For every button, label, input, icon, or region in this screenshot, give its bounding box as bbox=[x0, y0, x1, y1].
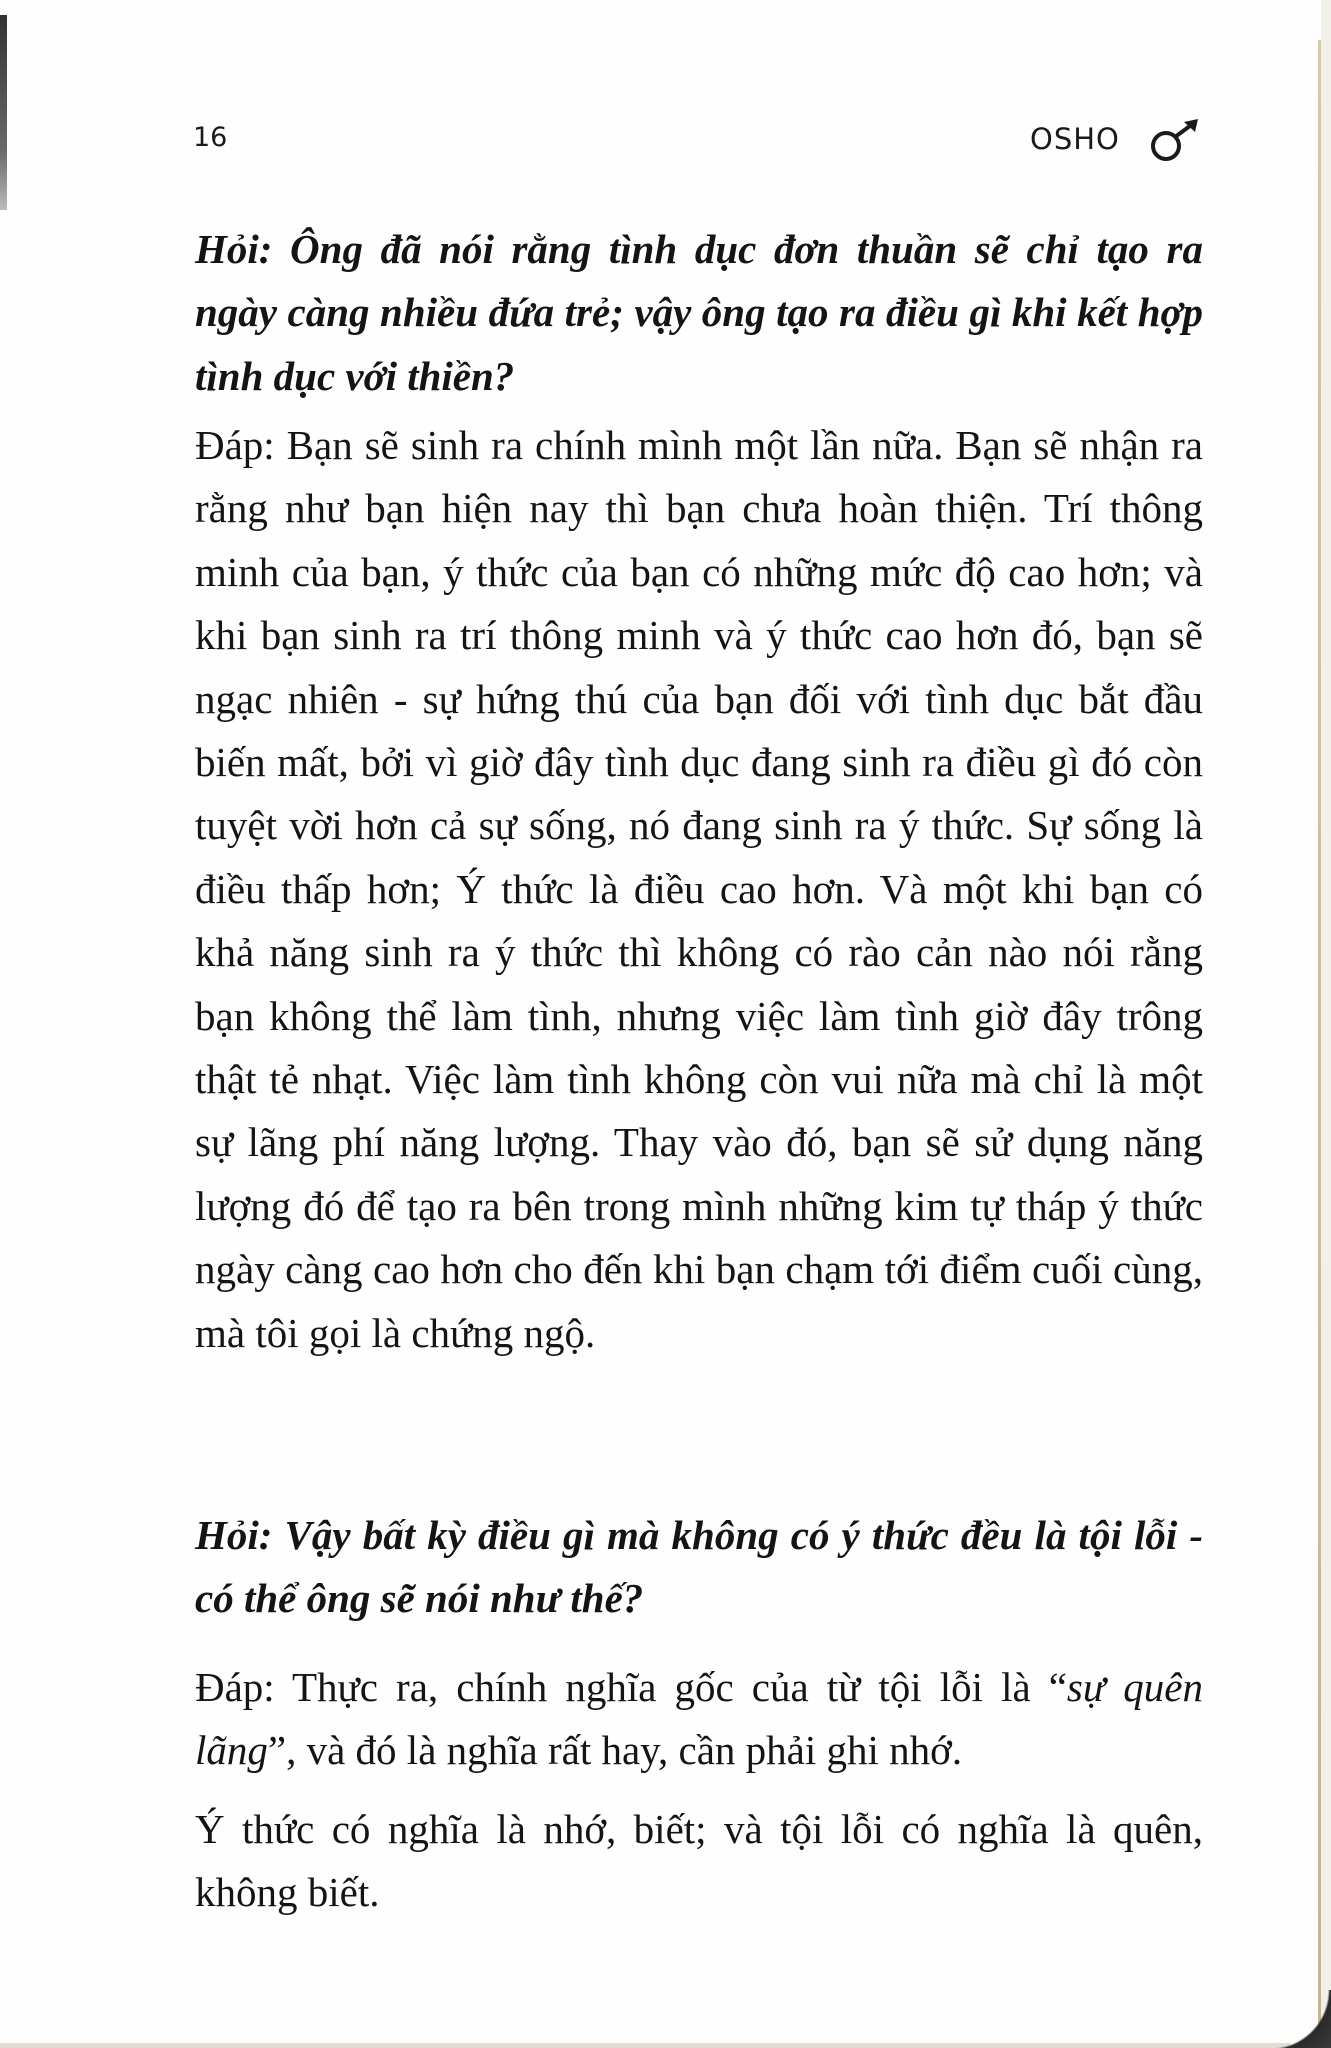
answer-2-italic-term: sự quên lãng bbox=[195, 1664, 1203, 1774]
male-symbol-icon bbox=[1148, 118, 1202, 162]
answer-2 bbox=[195, 1656, 1203, 1783]
answer-1: Đáp: Bạn sẽ sinh ra chính mình một lần nữa. Bạn sẽ nhận ra rằng như bạn hiện nay thì bạn chưa hoàn thiện. Trí thông minh của bạn, ý thức của bạn có những mức độ cao hơn; và khi bạn sinh ra trí thông minh và ý thức cao hơn đó, bạn sẽ ngạc nhiên - sự hứng thú của bạn đối với tình dục bắt đầu biến mất, bởi vì giờ đây tình dục đang sinh ra điều gì đó còn tuyệt vời hơn cả sự sống, nó đang sinh ra ý thức. Sự sống là điều thấp hơn; Ý thức là điều cao hơn. Và một khi bạn có khả năng sinh ra ý thức thì không có rào cản nào nói rằng bạn không thể làm tình, nhưng việc làm tình giờ đây trông thật tẻ nhạt. Việc làm tình không còn vui nữa mà chỉ là một sự lãng phí năng lượng. Thay vào đó, bạn sẽ sử dụng năng lượng đó để tạo ra bên trong mình những kim tự tháp ý thức ngày càng cao hơn cho đến khi bạn chạm tới điểm cuối cùng, mà tôi gọi là chứng ngộ. bbox=[195, 422, 1203, 1356]
binding-shadow bbox=[0, 15, 7, 210]
paragraph-3: Ý thức có nghĩa là nhớ, biết; và tội lỗi có nghĩa là quên, không biết. bbox=[195, 1806, 1203, 1916]
running-head bbox=[0, 118, 1331, 162]
answer-2-text-after: ”, và đó là nghĩa rất hay, cần phải ghi nhớ. bbox=[267, 1727, 963, 1774]
background-outside-page bbox=[1321, 0, 1331, 2048]
question-1: Hỏi: Ông đã nói rằng tình dục đơn thuần sẽ chỉ tạo ra ngày càng nhiều đứa trẻ; vậy ông tạo ra điều gì khi kết hợp tình dục với thiền? bbox=[195, 226, 1203, 399]
page-number: 16 bbox=[193, 122, 228, 153]
page-bottom-edge bbox=[0, 2043, 1290, 2048]
question-2: Hỏi: Vậy bất kỳ điều gì mà không có ý thức đều là tội lỗi - có thể ông sẽ nói như thế? bbox=[195, 1512, 1203, 1622]
page-edge bbox=[1318, 40, 1321, 2043]
answer-2-text-before: Đáp: Thực ra, chính nghĩa gốc của từ tội lỗi là “ bbox=[195, 1664, 1067, 1710]
author-name: OSHO bbox=[1030, 122, 1120, 156]
page-corner-shadow bbox=[1270, 1990, 1331, 2048]
